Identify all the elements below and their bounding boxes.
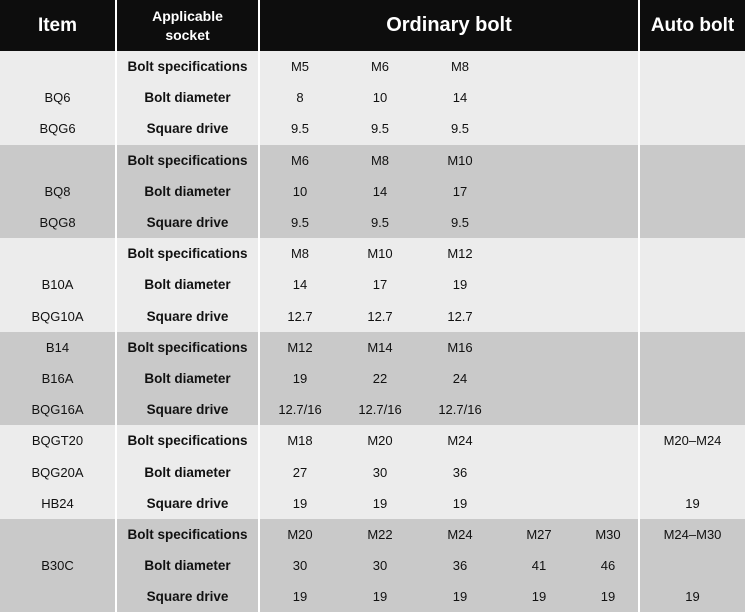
ordinary-value-cell: 19 (260, 581, 340, 612)
ordinary-value-cell: 12.7/16 (260, 394, 340, 425)
item-cell (0, 394, 117, 425)
ordinary-value-cell: 19 (340, 488, 420, 519)
row-label: Bolt diameter (117, 82, 260, 113)
header-ordinary-bolt: Ordinary bolt (260, 0, 640, 51)
ordinary-value-cell: 46 (578, 550, 640, 581)
table-row (0, 488, 745, 519)
auto-bolt-cell (640, 394, 745, 425)
ordinary-value-cell (500, 394, 578, 425)
auto-bolt-cell (640, 269, 745, 300)
ordinary-value-cell (578, 82, 640, 113)
ordinary-value-cell: M24 (420, 519, 500, 550)
ordinary-value-cell: 17 (340, 269, 420, 300)
auto-bolt-cell (640, 301, 745, 332)
table-row (0, 394, 745, 425)
item-cell (0, 581, 117, 612)
ordinary-value-cell (578, 332, 640, 363)
ordinary-value-cell: 19 (420, 581, 500, 612)
ordinary-value-cell: 9.5 (260, 207, 340, 238)
item-cell (0, 51, 117, 82)
item-cell (0, 550, 117, 581)
table-row (0, 301, 745, 332)
item-name: BQG10A (31, 308, 84, 324)
item-name: B16A (41, 370, 74, 386)
ordinary-value-cell: M27 (500, 519, 578, 550)
ordinary-value-cell: M18 (260, 425, 340, 456)
ordinary-value-cell (578, 51, 640, 82)
item-name: B10A (41, 277, 74, 293)
ordinary-value-cell (500, 332, 578, 363)
item-name: BQ8 (44, 183, 71, 199)
auto-bolt-cell (640, 238, 745, 269)
ordinary-value-cell: 14 (260, 269, 340, 300)
ordinary-value-cell (578, 394, 640, 425)
table-row (0, 519, 745, 550)
ordinary-value-cell: 14 (340, 176, 420, 207)
item-cell (0, 238, 117, 269)
ordinary-value-cell: M20 (260, 519, 340, 550)
header-auto-bolt: Auto bolt (640, 0, 745, 51)
ordinary-value-cell: 12.7 (260, 301, 340, 332)
ordinary-value-cell: 22 (340, 363, 420, 394)
table-row (0, 456, 745, 487)
ordinary-value-cell: M8 (340, 145, 420, 176)
ordinary-value-cell (500, 113, 578, 144)
item-name: BQG8 (39, 215, 76, 231)
ordinary-value-cell (578, 425, 640, 456)
table-row (0, 269, 745, 300)
ordinary-value-cell (500, 207, 578, 238)
ordinary-value-cell: 30 (260, 550, 340, 581)
ordinary-value-cell: 9.5 (340, 113, 420, 144)
auto-bolt-cell (640, 176, 745, 207)
row-label: Square drive (117, 394, 260, 425)
ordinary-value-cell: M12 (260, 332, 340, 363)
ordinary-value-cell: 27 (260, 456, 340, 487)
ordinary-value-cell: 17 (420, 176, 500, 207)
item-cell (0, 488, 117, 519)
table-row (0, 82, 745, 113)
item-name: BQG6 (39, 121, 76, 137)
ordinary-value-cell (578, 145, 640, 176)
row-label: Bolt specifications (117, 51, 260, 82)
table-row (0, 145, 745, 176)
ordinary-value-cell: 9.5 (340, 207, 420, 238)
ordinary-value-cell: 19 (578, 581, 640, 612)
ordinary-value-cell: M30 (578, 519, 640, 550)
ordinary-value-cell (500, 363, 578, 394)
item-name: BQG20A (31, 464, 84, 480)
ordinary-value-cell: M8 (260, 238, 340, 269)
table-body (0, 51, 745, 612)
ordinary-value-cell: 19 (340, 581, 420, 612)
item-cell (0, 176, 117, 207)
ordinary-value-cell: 24 (420, 363, 500, 394)
ordinary-value-cell (500, 425, 578, 456)
ordinary-value-cell: 19 (260, 363, 340, 394)
item-cell (0, 519, 117, 550)
table-row (0, 238, 745, 269)
item-cell (0, 207, 117, 238)
table-row (0, 51, 745, 82)
item-name: HB24 (41, 495, 74, 511)
item-cell (0, 113, 117, 144)
row-label: Bolt specifications (117, 145, 260, 176)
table-row (0, 550, 745, 581)
ordinary-value-cell (578, 456, 640, 487)
auto-bolt-cell: 19 (640, 581, 745, 612)
ordinary-value-cell: M10 (340, 238, 420, 269)
ordinary-value-cell (500, 488, 578, 519)
ordinary-value-cell: M6 (260, 145, 340, 176)
row-label: Bolt specifications (117, 332, 260, 363)
auto-bolt-cell (640, 456, 745, 487)
ordinary-value-cell: 12.7 (420, 301, 500, 332)
item-cell (0, 82, 117, 113)
ordinary-value-cell: 10 (260, 176, 340, 207)
auto-bolt-cell (640, 145, 745, 176)
ordinary-value-cell: M12 (420, 238, 500, 269)
ordinary-value-cell: 12.7/16 (420, 394, 500, 425)
row-label: Bolt specifications (117, 425, 260, 456)
row-label: Bolt specifications (117, 238, 260, 269)
ordinary-value-cell (500, 176, 578, 207)
table-row (0, 332, 745, 363)
header-socket-line2: socket (165, 26, 210, 43)
ordinary-value-cell (500, 51, 578, 82)
row-label: Bolt diameter (117, 269, 260, 300)
item-cell (0, 269, 117, 300)
ordinary-value-cell: 41 (500, 550, 578, 581)
ordinary-value-cell: 19 (500, 581, 578, 612)
item-cell (0, 363, 117, 394)
row-label: Square drive (117, 207, 260, 238)
row-label: Bolt diameter (117, 550, 260, 581)
ordinary-value-cell (500, 82, 578, 113)
ordinary-value-cell: M14 (340, 332, 420, 363)
auto-bolt-cell (640, 332, 745, 363)
auto-bolt-cell (640, 207, 745, 238)
auto-bolt-cell: 19 (640, 488, 745, 519)
ordinary-value-cell: M24 (420, 425, 500, 456)
item-cell (0, 456, 117, 487)
ordinary-value-cell: 19 (260, 488, 340, 519)
ordinary-value-cell: 30 (340, 456, 420, 487)
ordinary-value-cell: 12.7 (340, 301, 420, 332)
row-label: Square drive (117, 581, 260, 612)
row-label: Square drive (117, 488, 260, 519)
ordinary-value-cell (578, 363, 640, 394)
ordinary-value-cell: M10 (420, 145, 500, 176)
row-label: Bolt diameter (117, 363, 260, 394)
item-name: BQG16A (31, 402, 84, 418)
ordinary-value-cell: M5 (260, 51, 340, 82)
item-cell (0, 332, 117, 363)
auto-bolt-cell (640, 82, 745, 113)
table-row (0, 207, 745, 238)
ordinary-value-cell (500, 238, 578, 269)
ordinary-value-cell: 30 (340, 550, 420, 581)
auto-bolt-cell (640, 550, 745, 581)
row-label: Bolt diameter (117, 176, 260, 207)
ordinary-value-cell (578, 488, 640, 519)
ordinary-value-cell: 36 (420, 550, 500, 581)
ordinary-value-cell (578, 238, 640, 269)
ordinary-value-cell: 19 (420, 269, 500, 300)
item-name: BQ6 (44, 90, 71, 106)
ordinary-value-cell (500, 301, 578, 332)
ordinary-value-cell: 19 (420, 488, 500, 519)
header-item: Item (0, 0, 117, 51)
auto-bolt-cell: M20–M24 (640, 425, 745, 456)
auto-bolt-cell (640, 113, 745, 144)
item-cell (0, 425, 117, 456)
table-row (0, 363, 745, 394)
ordinary-value-cell: M20 (340, 425, 420, 456)
ordinary-value-cell: 10 (340, 82, 420, 113)
table-row (0, 425, 745, 456)
item-cell (0, 145, 117, 176)
row-label: Bolt specifications (117, 519, 260, 550)
ordinary-value-cell (578, 301, 640, 332)
ordinary-value-cell: 14 (420, 82, 500, 113)
ordinary-value-cell: 36 (420, 456, 500, 487)
ordinary-value-cell: M6 (340, 51, 420, 82)
row-label: Square drive (117, 113, 260, 144)
ordinary-value-cell: 9.5 (420, 113, 500, 144)
ordinary-value-cell (578, 207, 640, 238)
ordinary-value-cell (500, 456, 578, 487)
row-label: Square drive (117, 301, 260, 332)
header-row (0, 0, 745, 51)
ordinary-value-cell (578, 113, 640, 144)
auto-bolt-cell (640, 51, 745, 82)
table-row (0, 176, 745, 207)
ordinary-value-cell: 9.5 (260, 113, 340, 144)
ordinary-value-cell: 9.5 (420, 207, 500, 238)
ordinary-value-cell: 8 (260, 82, 340, 113)
header-applicable-socket (117, 0, 260, 51)
ordinary-value-cell: M16 (420, 332, 500, 363)
ordinary-value-cell (500, 269, 578, 300)
ordinary-value-cell: M22 (340, 519, 420, 550)
item-cell (0, 301, 117, 332)
auto-bolt-cell: M24–M30 (640, 519, 745, 550)
auto-bolt-cell (640, 363, 745, 394)
ordinary-value-cell (500, 145, 578, 176)
ordinary-value-cell: 12.7/16 (340, 394, 420, 425)
ordinary-value-cell (578, 176, 640, 207)
table-row (0, 581, 745, 612)
row-label: Bolt diameter (117, 456, 260, 487)
header-socket-line1: Applicable (152, 7, 223, 24)
item-name: BQGT20 (31, 433, 84, 449)
ordinary-value-cell: M8 (420, 51, 500, 82)
ordinary-value-cell (578, 269, 640, 300)
item-name: B30C (41, 558, 74, 574)
table-row (0, 113, 745, 144)
item-name: B14 (45, 339, 70, 355)
